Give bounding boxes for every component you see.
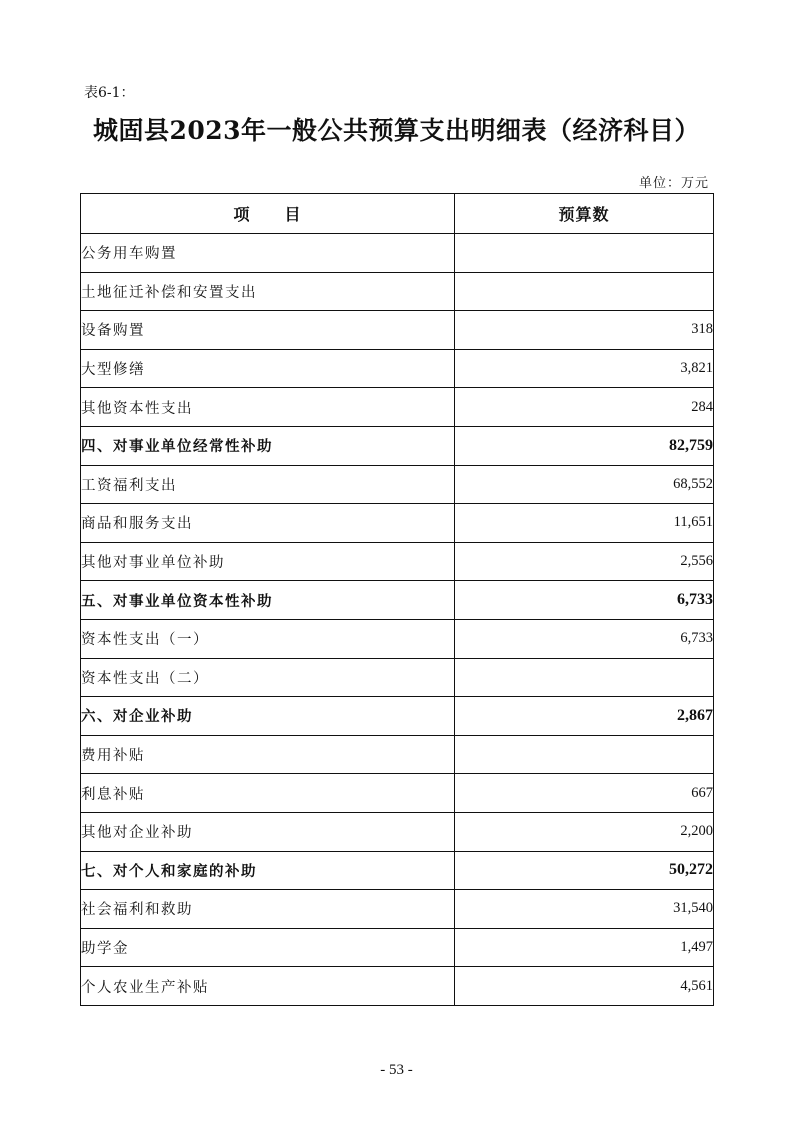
header-row xyxy=(81,194,714,234)
table-row xyxy=(81,581,714,620)
row-budget-amount: 68,552 xyxy=(455,465,714,504)
page-number: - 53 - xyxy=(380,1062,413,1078)
table-body xyxy=(81,234,714,1006)
row-budget-amount: 11,651 xyxy=(455,504,714,543)
row-budget-amount: 50,272 xyxy=(455,851,714,890)
row-item-name: 大型修缮 xyxy=(81,349,455,388)
column-header-amount: 预算数 xyxy=(455,194,714,234)
row-item-name: 费用补贴 xyxy=(81,735,455,774)
row-budget-amount: 6,733 xyxy=(455,581,714,620)
table-row xyxy=(81,890,714,929)
row-budget-amount: 31,540 xyxy=(455,890,714,929)
row-budget-amount xyxy=(455,658,714,697)
table-row xyxy=(81,812,714,851)
table-row xyxy=(81,928,714,967)
row-budget-amount: 3,821 xyxy=(455,349,714,388)
row-item-name: 其他资本性支出 xyxy=(81,388,455,427)
table-row xyxy=(81,388,714,427)
row-budget-amount: 4,561 xyxy=(455,967,714,1006)
table-row xyxy=(81,735,714,774)
row-budget-amount: 284 xyxy=(455,388,714,427)
table-row xyxy=(81,272,714,311)
row-item-name: 土地征迁补偿和安置支出 xyxy=(81,272,455,311)
table-row xyxy=(81,774,714,813)
unit-note: 单位：万元 xyxy=(638,176,709,191)
row-item-name: 其他对事业单位补助 xyxy=(81,542,455,581)
row-budget-amount: 2,556 xyxy=(455,542,714,581)
row-item-name: 公务用车购置 xyxy=(81,234,455,273)
row-item-name: 商品和服务支出 xyxy=(81,504,455,543)
row-budget-amount: 1,497 xyxy=(455,928,714,967)
row-item-name: 设备购置 xyxy=(81,311,455,350)
row-budget-amount: 318 xyxy=(455,311,714,350)
table-row xyxy=(81,619,714,658)
table-header xyxy=(81,194,714,234)
row-budget-amount: 2,200 xyxy=(455,812,714,851)
page-title: 城固县2023年一般公共预算支出明细表（经济科目） xyxy=(92,116,701,145)
row-budget-amount: 667 xyxy=(455,774,714,813)
row-item-name: 其他对企业补助 xyxy=(81,812,455,851)
row-item-name: 利息补贴 xyxy=(81,774,455,813)
table-row xyxy=(81,311,714,350)
row-item-name: 六、对企业补助 xyxy=(81,697,455,736)
row-budget-amount xyxy=(455,234,714,273)
row-item-name: 七、对个人和家庭的补助 xyxy=(81,851,455,890)
budget-table xyxy=(80,193,714,1006)
table-row xyxy=(81,349,714,388)
row-item-name: 工资福利支出 xyxy=(81,465,455,504)
row-item-name: 四、对事业单位经常性补助 xyxy=(81,426,455,465)
table-row xyxy=(81,658,714,697)
row-budget-amount xyxy=(455,272,714,311)
table-row xyxy=(81,542,714,581)
row-item-name: 资本性支出（二） xyxy=(81,658,455,697)
table-row xyxy=(81,234,714,273)
row-budget-amount: 2,867 xyxy=(455,697,714,736)
row-budget-amount: 82,759 xyxy=(455,426,714,465)
table-row xyxy=(81,697,714,736)
row-item-name: 资本性支出（一） xyxy=(81,619,455,658)
table-row xyxy=(81,426,714,465)
row-item-name: 个人农业生产补贴 xyxy=(81,967,455,1006)
table-row xyxy=(81,504,714,543)
table-row xyxy=(81,851,714,890)
row-budget-amount: 6,733 xyxy=(455,619,714,658)
row-item-name: 五、对事业单位资本性补助 xyxy=(81,581,455,620)
row-item-name: 社会福利和救助 xyxy=(81,890,455,929)
row-item-name: 助学金 xyxy=(81,928,455,967)
table-row xyxy=(81,967,714,1006)
table-row xyxy=(81,465,714,504)
column-header-item: 项 目 xyxy=(81,194,455,234)
row-budget-amount xyxy=(455,735,714,774)
table-label: 表6-1： xyxy=(84,85,135,101)
